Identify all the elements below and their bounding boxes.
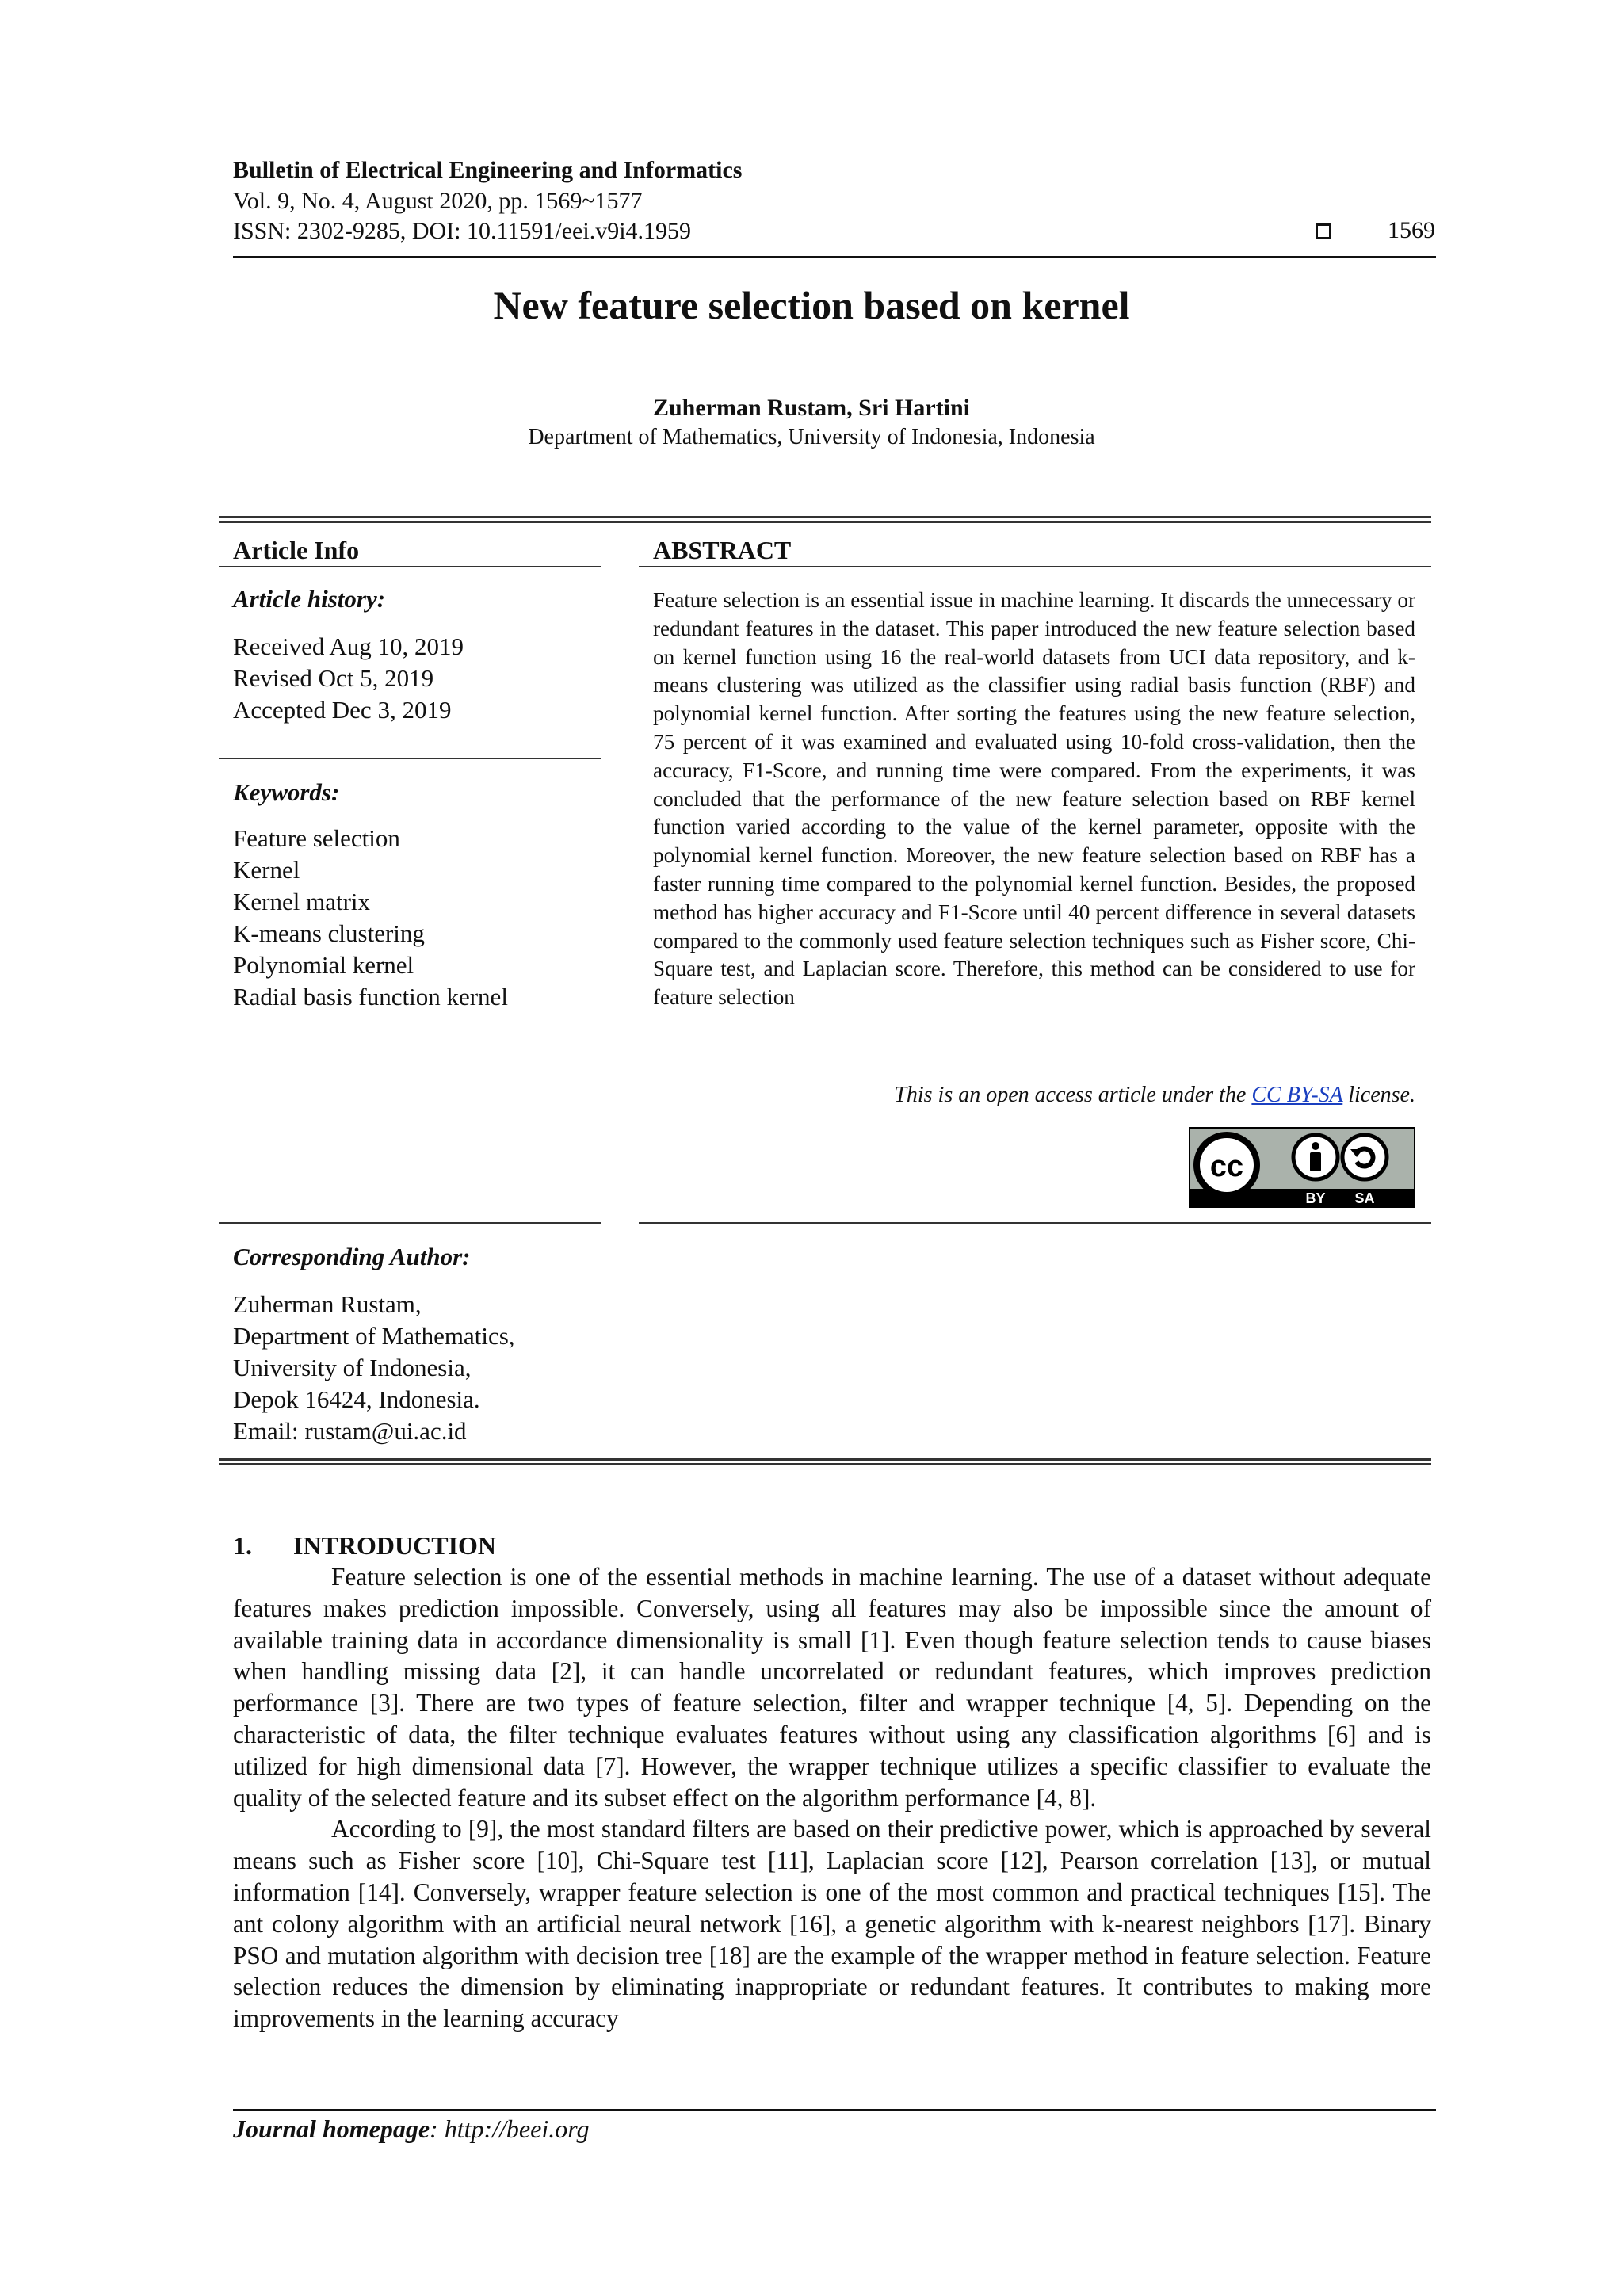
intro-paragraph: Feature selection is one of the essential methods in machine learning. The use of a dataset without adequate features makes prediction impossible. Conversely, using all features may also be impossible since the amount of available training data in accordance dimensionality is small [1]. Even though feature selection tends to cause biases when handling missing data [2], it can handle uncorrelated or redundant features, which improves prediction performance [3]. There are two types of feature selection, filter and wrapper technique [4, 5]. Depending on the characteristic of data, the filter technique evaluates features without using any classification algorithms [6] and is utilized for high dimensional data [7]. However, the wrapper technique utilizes a specific classifier to evaluate the quality of the selected feature and its subset effect on the algorithm performance [4, 8]. [233, 1563, 1431, 1812]
homepage-label: Journal homepage [233, 2115, 430, 2143]
author-address: Depok 16424, Indonesia. [233, 1385, 480, 1413]
abstract-bottom-rule [639, 1222, 1431, 1224]
abstract-text: Feature selection is an essential issue in machine learning. It discards the unnecessary or redundant features in the dataset. This paper introduced the new feature selection based on kernel function using 16 the real-world datasets from UCI data repository, and k-means clustering was utilized as the classifier using radial basis function (RBF) and polynomial kernel function. After sorting the features using the new feature selection, 75 percent of it was examined and evaluated using 10-fold cross-validation, then the accuracy, F1-Score, and running time were compared. From the experiments, it was concluded that the performance of the new feature selection based on RBF kernel function varied according to the value of the kernel parameter, opposite with the polynomial kernel function. Moreover, the new feature selection based on RBF has a faster running time compared to the polynomial kernel function. Besides, the proposed method has higher accuracy and F1-Score until 40 percent difference in several datasets compared to the commonly used feature selection techniques such as Fisher score, Chi-Square test, and Laplacian score. Therefore, this method can be considered to use for feature selection [653, 588, 1415, 1010]
introduction-body [233, 1561, 1431, 2034]
article-info-heading: Article Info [233, 536, 360, 564]
history-revised: Revised Oct 5, 2019 [233, 664, 434, 692]
abstract-rule [639, 566, 1431, 567]
keyword-item: K-means clustering [233, 919, 425, 947]
cc-by-sa-badge[interactable] [1189, 1127, 1415, 1208]
section-title: INTRODUCTION [293, 1531, 497, 1560]
author-name: Zuherman Rustam, [233, 1290, 422, 1318]
square-bullet-icon [1316, 223, 1331, 239]
authors: Zuherman Rustam, Sri Hartini [652, 395, 971, 421]
article-info-rule [219, 566, 601, 567]
section-number: 1. [233, 1531, 252, 1560]
info-bottom-rule [219, 1458, 1431, 1465]
badge-sa-label: SA [1354, 1190, 1375, 1206]
author-university: University of Indonesia, [233, 1354, 472, 1381]
abstract-heading: ABSTRACT [653, 536, 792, 564]
volume-info: Vol. 9, No. 4, August 2020, pp. 1569~1577 [233, 188, 643, 214]
sa-sharealike-icon [1342, 1135, 1387, 1179]
badge-by-label: BY [1305, 1190, 1326, 1206]
keywords-list [233, 823, 508, 1013]
keyword-item: Feature selection [233, 824, 400, 852]
article-history-list [233, 631, 464, 726]
journal-name: Bulletin of Electrical Engineering and Informatics [233, 157, 743, 183]
info-top-rule [219, 516, 1431, 523]
license-statement [894, 1083, 1415, 1108]
homepage-url[interactable]: : http://beei.org [430, 2115, 590, 2143]
keyword-item: Radial basis function kernel [233, 983, 508, 1010]
cc-icon [1193, 1132, 1260, 1198]
author-email: Email: rustam@ui.ac.id [233, 1417, 467, 1445]
license-suffix: license. [1342, 1083, 1415, 1107]
history-received: Received Aug 10, 2019 [233, 632, 464, 660]
article-history-heading: Article history: [233, 585, 386, 613]
introduction-heading [233, 1531, 496, 1561]
keyword-item: Kernel matrix [233, 888, 371, 915]
keywords-rule [219, 758, 601, 759]
cc-by-sa-link[interactable]: CC BY-SA [1251, 1083, 1343, 1107]
svg-text:cc: cc [1209, 1150, 1244, 1183]
keyword-item: Polynomial kernel [233, 951, 414, 979]
affiliation: Department of Mathematics, University of Indonesia, Indonesia [528, 425, 1095, 449]
license-prefix: This is an open access article under the [894, 1083, 1252, 1107]
footer-rule [233, 2109, 1436, 2111]
corresponding-author [233, 1289, 515, 1447]
author-department: Department of Mathematics, [233, 1322, 515, 1350]
intro-paragraph: According to [9], the most standard filters are based on their predictive power, which is approached by several means such as Fisher score [10], Chi-Square test [11], Laplacian score [12], Pearson correlation [13], or mutual information [14]. Conversely, wrapper feature selection is one of the most common and practical techniques [15]. The ant colony algorithm with an artificial neural network [16], a genetic algorithm with k-nearest neighbors [17]. Binary PSO and mutation algorithm with decision tree [18] are the example of the wrapper method in feature selection. Feature selection reduces the dimension by eliminating inappropriate or redundant features. It contributes to making more improvements in the learning accuracy [233, 1815, 1431, 2033]
keywords-heading: Keywords: [233, 778, 340, 806]
history-accepted: Accepted Dec 3, 2019 [233, 696, 452, 724]
corresponding-heading: Corresponding Author: [233, 1243, 471, 1270]
header-rule [233, 256, 1436, 258]
issn-doi: ISSN: 2302-9285, DOI: 10.11591/eei.v9i4.1959 [233, 218, 692, 244]
page-number: 1569 [1388, 217, 1435, 243]
keyword-item: Kernel [233, 856, 300, 884]
paper-title: New feature selection based on kernel [493, 283, 1130, 327]
by-attribution-icon [1293, 1135, 1338, 1179]
corresponding-rule [219, 1222, 601, 1224]
journal-homepage [233, 2115, 589, 2144]
